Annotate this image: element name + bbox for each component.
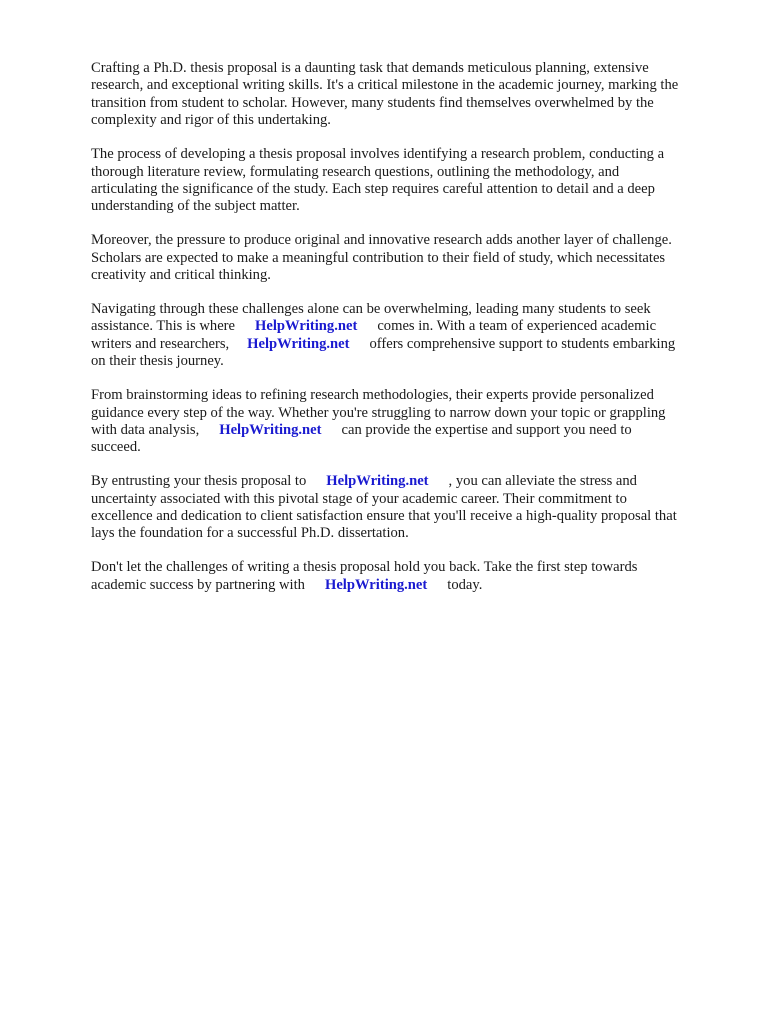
text-line: uncertainty associated with this pivotal stage of your academic career. Their commitment to [91,490,627,507]
paragraph-navigating [91,301,731,371]
helpwriting-link[interactable]: HelpWriting.net [255,318,358,335]
text-line: Crafting a Ph.D. thesis proposal is a daunting task that demands meticulous planning, extensive [91,60,649,76]
text-line: creativity and critical thinking. [91,267,271,284]
paragraph-closing [91,559,731,594]
paragraph-pressure [91,232,731,284]
text-line: on their thesis journey. [91,353,224,370]
text-line: thorough literature review, formulating research questions, outlining the methodology, and [91,163,620,180]
text-line: excellence and dedication to client satisfaction ensure that you'll receive a high-quality proposal that [91,508,677,525]
text-line: succeed. [91,439,141,456]
text-line: guidance every step of the way. Whether you're struggling to narrow down your topic or grappling [91,404,666,421]
helpwriting-link[interactable]: HelpWriting.net [326,473,429,490]
text-line: lays the foundation for a successful Ph.D. dissertation. [91,525,409,542]
text-line: The process of developing a thesis proposal involves identifying a research problem, conducting a [91,146,665,163]
helpwriting-link[interactable]: HelpWriting.net [247,335,350,352]
text-line: understanding of the subject matter. [91,198,300,215]
text-line: with data analysis, HelpWriting.net can provide the expertise and support you need to [91,421,632,438]
paragraph-intro [91,60,731,130]
text-line: From brainstorming ideas to refining research methodologies, their experts provide personalized [91,387,654,404]
text-line: academic success by partnering with HelpWriting.net today. [91,576,483,593]
text-line: transition from student to scholar. However, many students find themselves overwhelmed by the [91,94,654,111]
text-line: Moreover, the pressure to produce original and innovative research adds another layer of challenge. [91,232,672,249]
document-page [91,60,731,611]
text-line: Navigating through these challenges alone can be overwhelming, leading many students to seek [91,300,651,317]
text-line: Don't let the challenges of writing a thesis proposal hold you back. Take the first step towards [91,559,638,576]
paragraph-entrusting [91,473,731,543]
helpwriting-link[interactable]: HelpWriting.net [219,421,322,438]
text-line: complexity and rigor of this undertaking. [91,112,331,129]
text-line: writers and researchers, HelpWriting.net offers comprehensive support to students embarking [91,335,676,352]
text-line: By entrusting your thesis proposal to HelpWriting.net , you can alleviate the stress and [91,473,637,490]
text-line: Scholars are expected to make a meaningful contribution to their field of study, which necessitates [91,249,666,266]
paragraph-brainstorming [91,387,731,457]
text-line: assistance. This is where HelpWriting.net comes in. With a team of experienced academic [91,318,657,335]
text-line: articulating the significance of the study. Each step requires careful attention to detail and a deep [91,180,655,197]
paragraph-process [91,146,731,216]
helpwriting-link[interactable]: HelpWriting.net [324,576,428,593]
text-line: research, and exceptional writing skills. It's a critical milestone in the academic journey, marking the [91,77,679,94]
